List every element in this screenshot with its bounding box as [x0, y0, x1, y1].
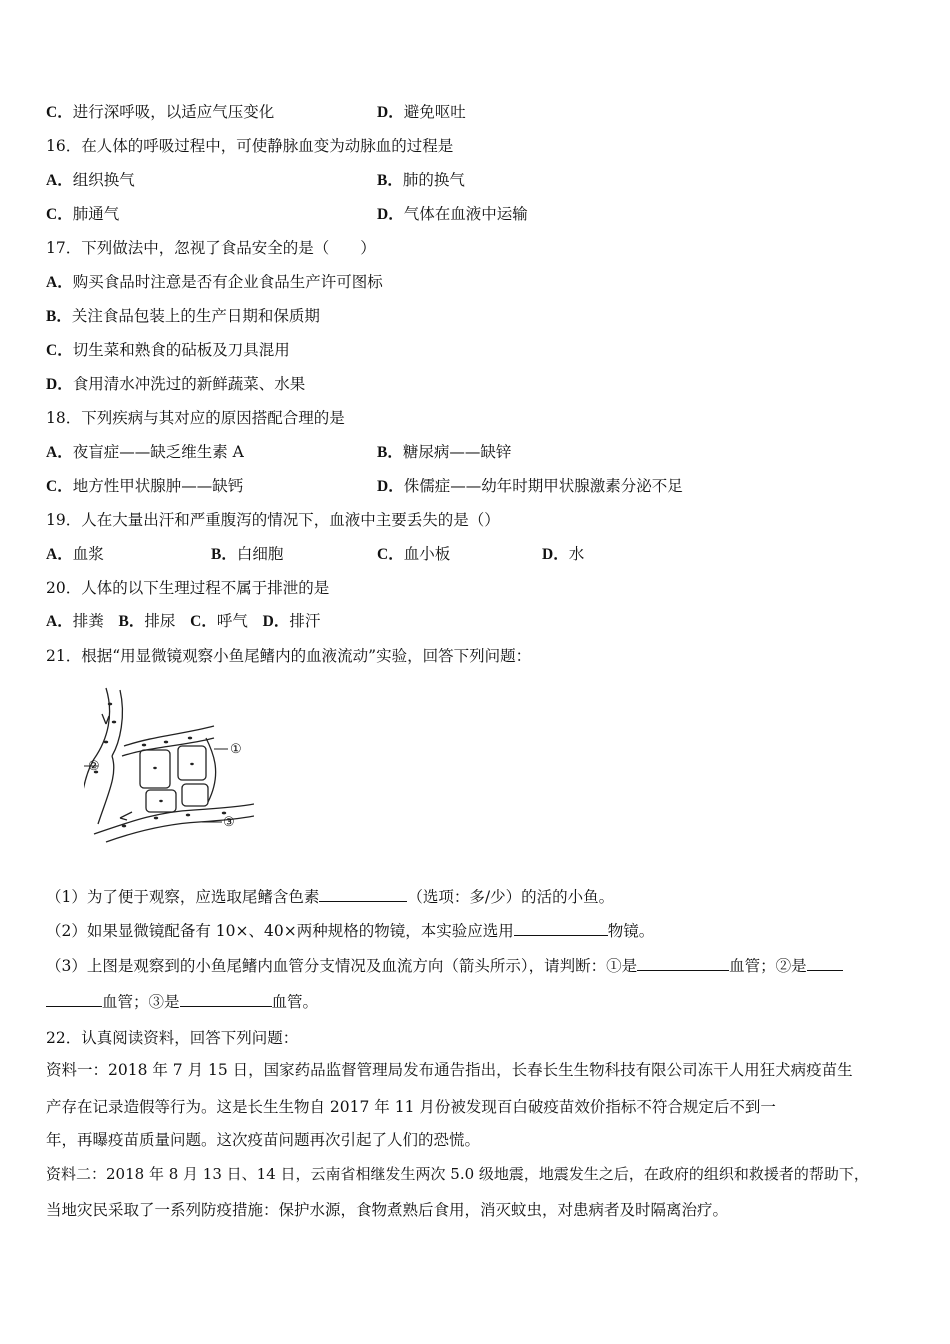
q21-stem: 21．根据“用显微镜观察小鱼尾鳍内的血液流动”实验，回答下列问题： [46, 647, 532, 665]
answer-blank[interactable] [514, 920, 608, 936]
q17-stem: 17．下列做法中，忽视了食品安全的是（ ） [46, 239, 376, 257]
q19-option-d: D．水 [542, 545, 585, 563]
figure-label-3: ③ [223, 815, 235, 830]
q17-option-c: C．切生菜和熟食的砧板及刀具混用 [46, 341, 290, 359]
answer-blank[interactable] [46, 991, 102, 1007]
q22-stem: 22．认真阅读资料，回答下列问题： [46, 1029, 299, 1047]
q16-option-d: D．气体在血液中运输 [377, 205, 528, 223]
q21-part3-cont: 血管；③是 血管。 [46, 991, 318, 1013]
q21-part2: （2）如果显微镜配备有 10×、40×两种规格的物镜，本实验应选用 物镜。 [46, 922, 655, 940]
q22-material2-line2: 当地灾民采取了一系列防疫措施：保护水源，食物煮熟后食用，消灭蚊虫，对患病者及时隔离治疗。 [46, 1201, 729, 1219]
q22-material2-line1: 资料二：2018 年 8 月 13 日、14 日，云南省相继发生两次 5.0 级地震，地震发生之后，在政府的组织和救援者的帮助下， [46, 1165, 869, 1183]
q19-option-b: B．白细胞 [211, 545, 284, 563]
figure-label-1: ① [230, 742, 242, 757]
q18-option-b: B．糖尿病——缺锌 [377, 443, 512, 461]
q17-option-b: B．关注食品包装上的生产日期和保质期 [46, 307, 320, 325]
answer-blank[interactable] [637, 955, 729, 971]
figure-label-2: ② [88, 759, 100, 774]
q16-stem: 16．在人体的呼吸过程中，可使静脉血变为动脉血的过程是 [46, 137, 454, 155]
q18-stem: 18．下列疾病与其对应的原因搭配合理的是 [46, 409, 345, 427]
answer-blank[interactable] [180, 991, 272, 1007]
q19-option-a: A．血浆 [46, 545, 104, 563]
q18-option-d: D．侏儒症——幼年时期甲状腺激素分泌不足 [377, 477, 683, 495]
q21-part1: （1）为了便于观察，应选取尾鳍含色素 （选项：多/少）的活的小鱼。 [46, 888, 615, 906]
q19-stem: 19．人在大量出汗和严重腹泻的情况下，血液中主要丢失的是（） [46, 511, 500, 529]
q16-option-b: B．肺的换气 [377, 171, 465, 189]
q19-option-c: C．血小板 [377, 545, 451, 563]
q16-option-a: A．组织换气 [46, 171, 135, 189]
q18-option-a: A．夜盲症——缺乏维生素 A [46, 443, 244, 461]
q15-option-d: D．避免呕吐 [377, 103, 466, 121]
q22-material1-line2: 产存在记录造假等行为。这是长生生物自 2017 年 11 月份被发现百白破疫苗效价指标不符合规定后不到一 [46, 1098, 776, 1116]
q21-part3: （3）上图是观察到的小鱼尾鳍内血管分支情况及血流方向（箭头所示），请判断：①是 血管；②是 [46, 955, 843, 977]
q18-option-c: C．地方性甲状腺肿——缺钙 [46, 477, 244, 495]
q16-option-c: C．肺通气 [46, 205, 120, 223]
q17-option-d: D．食用清水冲洗过的新鲜蔬菜、水果 [46, 375, 306, 393]
q20-stem: 20．人体的以下生理过程不属于排泄的是 [46, 579, 330, 597]
answer-blank[interactable] [319, 886, 407, 902]
q20-options: A．排粪 B．排尿 C．呼气 D．排汗 [46, 612, 321, 630]
q22-material1-line3: 年，再曝疫苗质量问题。这次疫苗问题再次引起了人们的恐慌。 [46, 1131, 481, 1149]
answer-blank[interactable] [807, 955, 843, 971]
q15-option-c: C．进行深呼吸，以适应气压变化 [46, 103, 275, 121]
q22-material1-line1: 资料一：2018 年 7 月 15 日，国家药品监督管理局发布通告指出，长春长生生物科技有限公司冻干人用狂犬病疫苗生 [46, 1061, 853, 1079]
q17-option-a: A．购买食品时注意是否有企业食品生产许可图标 [46, 273, 383, 291]
